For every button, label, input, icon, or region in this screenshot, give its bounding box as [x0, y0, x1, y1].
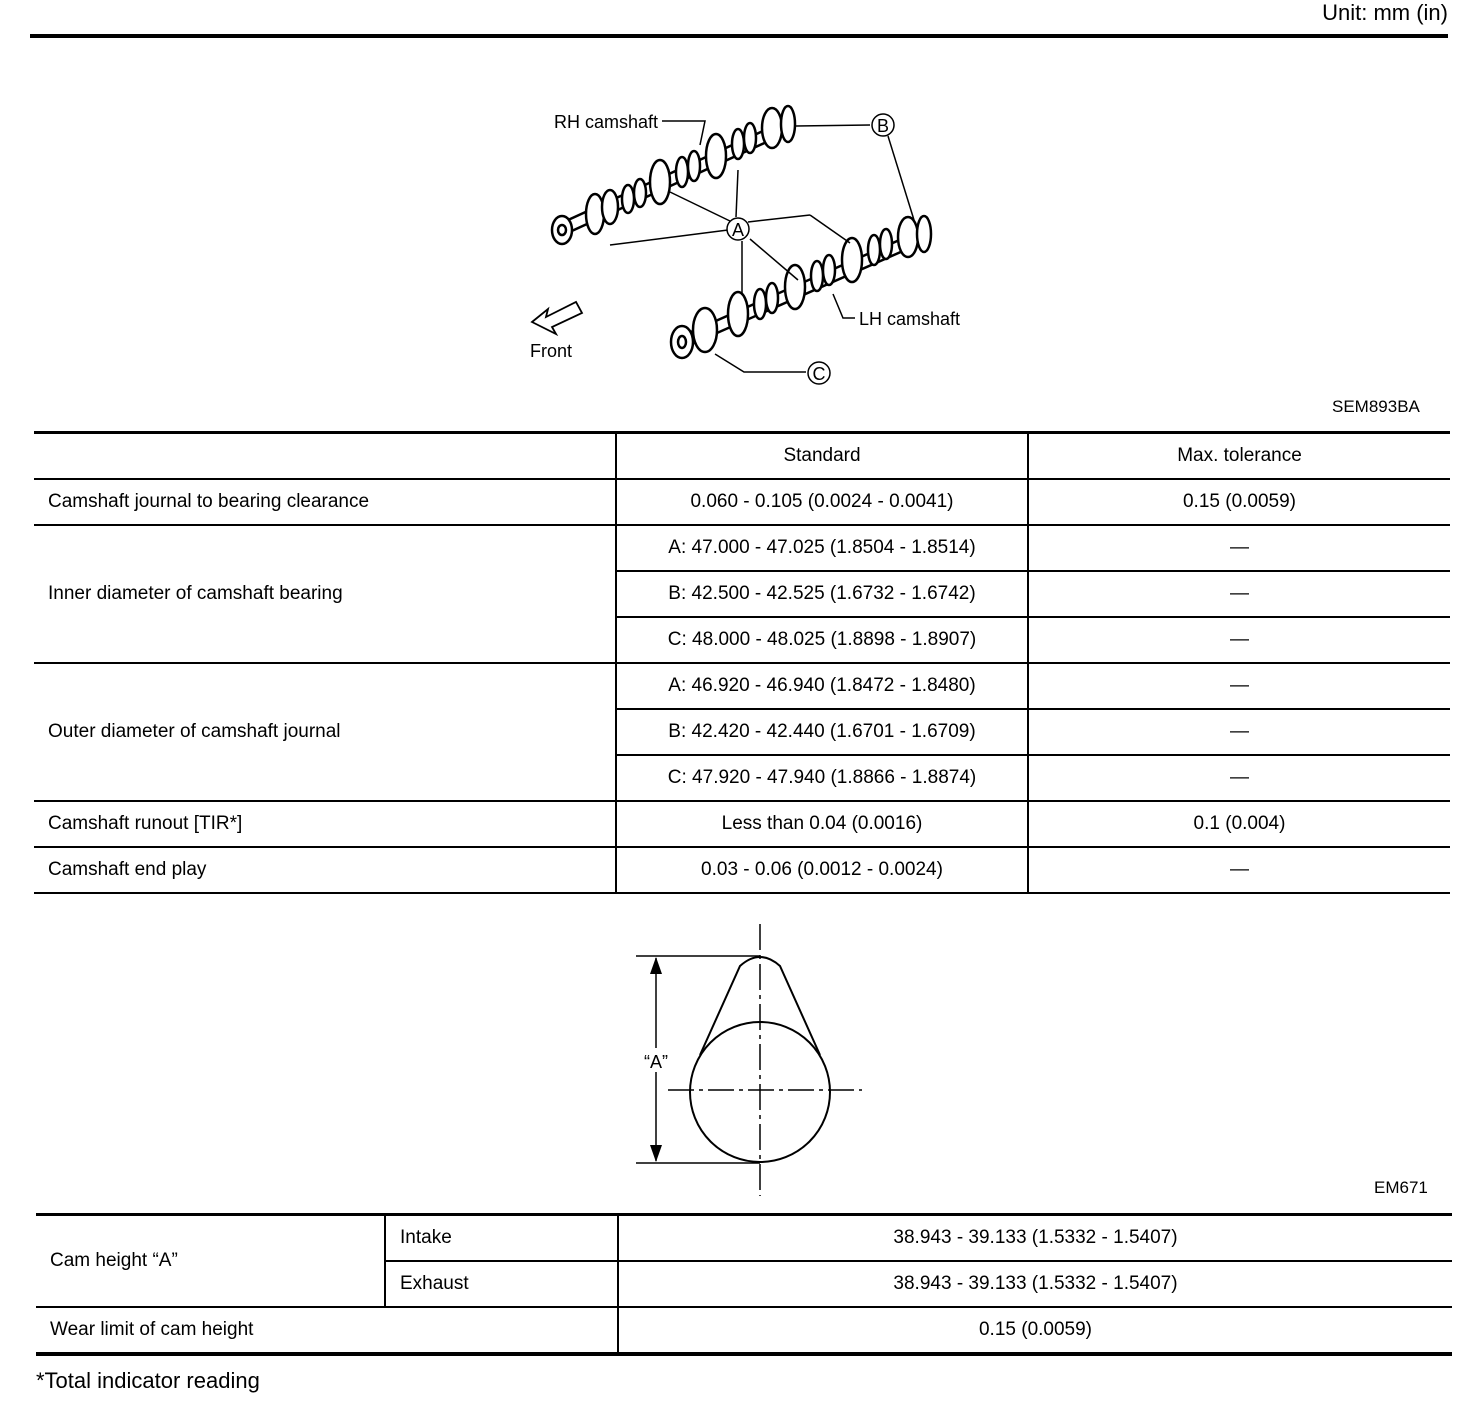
max-value: —	[1028, 755, 1450, 801]
table-row	[36, 1307, 1452, 1354]
table-row	[34, 847, 1450, 893]
table-row	[34, 801, 1450, 847]
standard-value: B: 42.500 - 42.525 (1.6732 - 1.6742)	[616, 571, 1028, 617]
standard-value: Less than 0.04 (0.0016)	[616, 801, 1028, 847]
dimension-arrow-bottom-icon	[650, 1145, 662, 1162]
max-value: —	[1028, 571, 1450, 617]
standard-value: C: 47.920 - 47.940 (1.8866 - 1.8874)	[616, 755, 1028, 801]
standard-value: C: 48.000 - 48.025 (1.8898 - 1.8907)	[616, 617, 1028, 663]
cam-height-diagram	[620, 920, 880, 1200]
max-value: —	[1028, 709, 1450, 755]
max-value: —	[1028, 617, 1450, 663]
exhaust-label: Exhaust	[385, 1261, 618, 1307]
standard-value: 0.03 - 0.06 (0.0012 - 0.0024)	[616, 847, 1028, 893]
header-rule	[30, 34, 1448, 38]
lh-camshaft-shape	[671, 216, 931, 358]
exhaust-value: 38.943 - 39.133 (1.5332 - 1.5407)	[618, 1261, 1452, 1307]
figure1-code: SEM893BA	[1332, 397, 1420, 416]
standard-value: 0.060 - 0.105 (0.0024 - 0.0041)	[616, 479, 1028, 525]
row-label: Camshaft journal to bearing clearance	[34, 479, 616, 525]
figure2-code: EM671	[1374, 1178, 1428, 1197]
footnote: *Total indicator reading	[36, 1368, 260, 1393]
header-max-tolerance: Max. tolerance	[1028, 433, 1450, 480]
table-row	[34, 525, 1450, 571]
callout-c-letter: C	[812, 364, 826, 384]
rh-camshaft-label: RH camshaft	[553, 112, 658, 132]
callout-b-letter: B	[876, 116, 890, 136]
cam-height-table	[36, 1213, 1452, 1356]
row-label: Camshaft end play	[34, 847, 616, 893]
front-arrow-icon	[532, 302, 582, 334]
max-value: —	[1028, 663, 1450, 709]
intake-label: Intake	[385, 1215, 618, 1262]
row-label: Inner diameter of camshaft bearing	[34, 525, 616, 663]
cam-height-label: Cam height “A”	[36, 1215, 385, 1308]
max-value: —	[1028, 847, 1450, 893]
standard-value: B: 42.420 - 42.440 (1.6701 - 1.6709)	[616, 709, 1028, 755]
dimension-arrow-top-icon	[650, 957, 662, 974]
lh-camshaft-label: LH camshaft	[859, 309, 961, 329]
wear-limit-value: 0.15 (0.0059)	[618, 1307, 1452, 1354]
camshaft-spec-table	[34, 431, 1450, 894]
row-label: Camshaft runout [TIR*]	[34, 801, 616, 847]
wear-limit-label: Wear limit of cam height	[36, 1307, 618, 1354]
front-label: Front	[530, 341, 573, 361]
header-standard: Standard	[616, 433, 1028, 480]
row-label: Outer diameter of camshaft journal	[34, 663, 616, 801]
dimension-a-label: “A”	[644, 1052, 668, 1072]
intake-value: 38.943 - 39.133 (1.5332 - 1.5407)	[618, 1215, 1452, 1262]
standard-value: A: 47.000 - 47.025 (1.8504 - 1.8514)	[616, 525, 1028, 571]
max-value: 0.15 (0.0059)	[1028, 479, 1450, 525]
table-row	[34, 479, 1450, 525]
callout-a-letter: A	[731, 220, 745, 240]
max-value: —	[1028, 525, 1450, 571]
standard-value: A: 46.920 - 46.940 (1.8472 - 1.8480)	[616, 663, 1028, 709]
camshaft-diagram	[510, 100, 1010, 390]
table-row	[34, 663, 1450, 709]
table-header-row	[34, 433, 1450, 480]
header-blank	[34, 433, 616, 480]
unit-label: Unit: mm (in)	[1322, 0, 1448, 25]
max-value: 0.1 (0.004)	[1028, 801, 1450, 847]
table-row	[36, 1215, 1452, 1262]
